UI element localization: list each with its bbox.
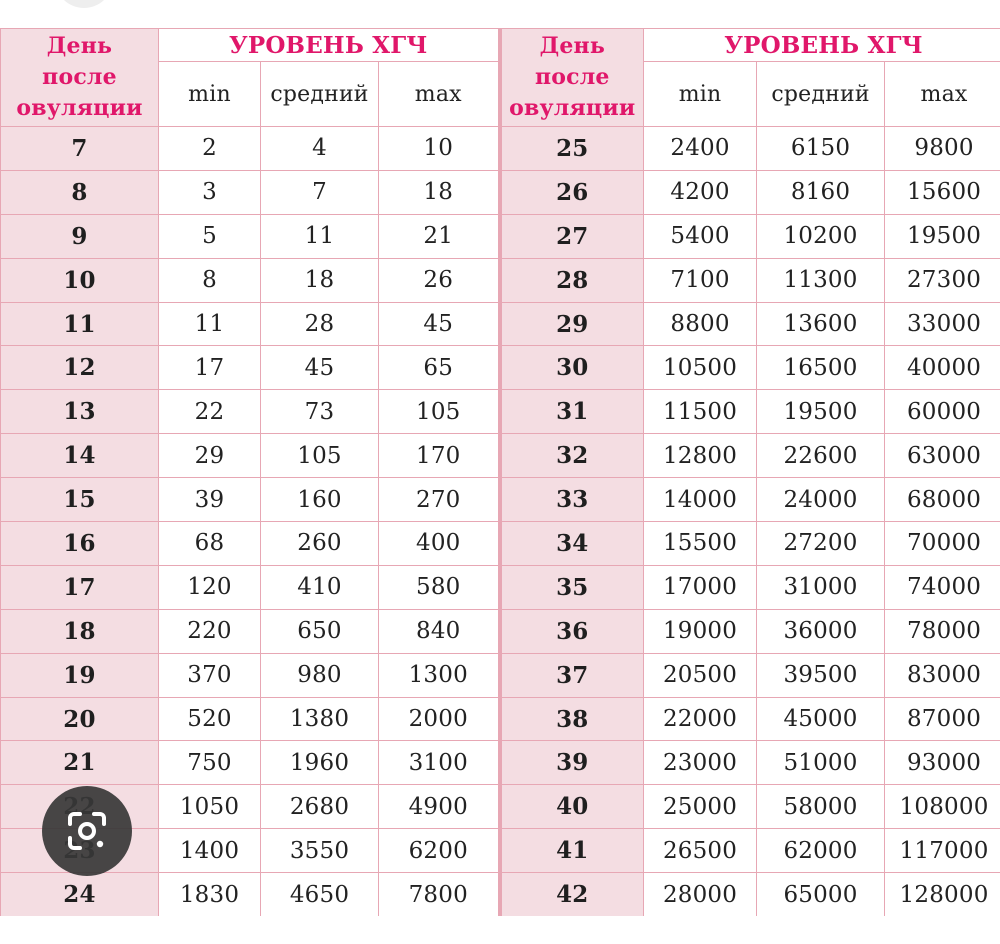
table-row [1,478,1000,522]
day-cell: 41 [500,829,644,873]
hcg-min-cell: 23000 [644,741,757,785]
hcg-mid-cell: 11300 [757,258,885,302]
hcg-max-cell: 83000 [885,653,1000,697]
hcg-min-cell: 17 [159,346,261,390]
hcg-min-cell: 1830 [159,873,261,916]
col-max-header-left: max [379,62,500,127]
day-cell: 27 [500,214,644,258]
hcg-mid-cell: 10200 [757,214,885,258]
hcg-mid-cell: 2680 [261,785,379,829]
hcg-min-cell: 750 [159,741,261,785]
hcg-min-cell: 25000 [644,785,757,829]
hcg-mid-cell: 31000 [757,565,885,609]
day-after-ovulation-header-left [1,29,159,127]
hcg-max-cell: 68000 [885,478,1000,522]
hcg-min-cell: 7100 [644,258,757,302]
hcg-mid-cell: 980 [261,653,379,697]
day-cell: 25 [500,127,644,171]
table-row [1,434,1000,478]
hcg-mid-cell: 62000 [757,829,885,873]
hcg-mid-cell: 1380 [261,697,379,741]
day-header-line-2: после [534,64,610,90]
hcg-min-cell: 10500 [644,346,757,390]
day-cell: 19 [1,653,159,697]
day-cell: 38 [500,697,644,741]
hcg-max-cell: 33000 [885,302,1000,346]
hcg-mid-cell: 7 [261,170,379,214]
hcg-min-cell: 1400 [159,829,261,873]
hcg-max-cell: 2000 [379,697,500,741]
table-row [1,170,1000,214]
table-row [1,829,1000,873]
hcg-max-cell: 170 [379,434,500,478]
hcg-mid-cell: 16500 [757,346,885,390]
hcg-level-header-left: УРОВЕНЬ ХГЧ [159,29,500,62]
hcg-max-cell: 9800 [885,127,1000,171]
hcg-mid-cell: 3550 [261,829,379,873]
hcg-min-cell: 5400 [644,214,757,258]
hcg-mid-cell: 105 [261,434,379,478]
hcg-max-cell: 27300 [885,258,1000,302]
day-cell: 31 [500,390,644,434]
hcg-max-cell: 4900 [379,785,500,829]
table-row [1,873,1000,916]
table-row [1,258,1000,302]
day-after-ovulation-header-right [500,29,644,127]
day-cell: 39 [500,741,644,785]
hcg-min-cell: 8800 [644,302,757,346]
hcg-mid-cell: 27200 [757,522,885,566]
hcg-mid-cell: 410 [261,565,379,609]
top-edge-artifact [55,0,113,8]
day-cell: 9 [1,214,159,258]
google-lens-icon [64,808,110,854]
hcg-mid-cell: 45 [261,346,379,390]
hcg-mid-cell: 73 [261,390,379,434]
day-cell: 42 [500,873,644,916]
hcg-level-header-right: УРОВЕНЬ ХГЧ [644,29,1000,62]
hcg-min-cell: 11 [159,302,261,346]
day-cell: 29 [500,302,644,346]
table-row [1,565,1000,609]
hcg-mid-cell: 51000 [757,741,885,785]
day-cell: 35 [500,565,644,609]
hcg-max-cell: 93000 [885,741,1000,785]
col-mid-header-right: средний [757,62,885,127]
hcg-min-cell: 520 [159,697,261,741]
hcg-max-cell: 78000 [885,609,1000,653]
hcg-max-cell: 7800 [379,873,500,916]
hcg-min-cell: 2400 [644,127,757,171]
day-cell: 17 [1,565,159,609]
hcg-max-cell: 40000 [885,346,1000,390]
hcg-min-cell: 12800 [644,434,757,478]
day-cell: 10 [1,258,159,302]
hcg-max-cell: 840 [379,609,500,653]
table-row [1,127,1000,171]
hcg-mid-cell: 13600 [757,302,885,346]
hcg-max-cell: 19500 [885,214,1000,258]
hcg-min-cell: 28000 [644,873,757,916]
hcg-max-cell: 108000 [885,785,1000,829]
hcg-min-cell: 2 [159,127,261,171]
day-cell: 28 [500,258,644,302]
day-cell: 16 [1,522,159,566]
day-header-line-1: День [539,33,605,59]
day-cell: 14 [1,434,159,478]
hcg-min-cell: 22000 [644,697,757,741]
col-max-header-right: max [885,62,1000,127]
day-cell: 34 [500,522,644,566]
day-cell: 37 [500,653,644,697]
hcg-max-cell: 580 [379,565,500,609]
day-cell: 36 [500,609,644,653]
hcg-max-cell: 45 [379,302,500,346]
hcg-mid-cell: 65000 [757,873,885,916]
hcg-mid-cell: 36000 [757,609,885,653]
day-header-line-3: овуляции [16,95,143,121]
hcg-max-cell: 270 [379,478,500,522]
hcg-mid-cell: 1960 [261,741,379,785]
hcg-mid-cell: 39500 [757,653,885,697]
hcg-mid-cell: 19500 [757,390,885,434]
hcg-mid-cell: 650 [261,609,379,653]
col-min-header-left: min [159,62,261,127]
hcg-mid-cell: 11 [261,214,379,258]
day-cell: 13 [1,390,159,434]
hcg-table-container [0,28,1000,916]
hcg-max-cell: 3100 [379,741,500,785]
hcg-max-cell: 63000 [885,434,1000,478]
table-row [1,653,1000,697]
hcg-min-cell: 68 [159,522,261,566]
hcg-max-cell: 105 [379,390,500,434]
day-header-line-2: после [42,64,117,90]
hcg-mid-cell: 18 [261,258,379,302]
hcg-min-cell: 22 [159,390,261,434]
hcg-mid-cell: 4 [261,127,379,171]
table-row [1,390,1000,434]
hcg-min-cell: 15500 [644,522,757,566]
table-row [1,741,1000,785]
hcg-mid-cell: 24000 [757,478,885,522]
hcg-max-cell: 10 [379,127,500,171]
hcg-min-cell: 220 [159,609,261,653]
hcg-min-cell: 370 [159,653,261,697]
col-min-header-right: min [644,62,757,127]
hcg-max-cell: 128000 [885,873,1000,916]
day-cell: 33 [500,478,644,522]
hcg-max-cell: 60000 [885,390,1000,434]
day-cell: 32 [500,434,644,478]
day-cell: 18 [1,609,159,653]
hcg-mid-cell: 160 [261,478,379,522]
hcg-max-cell: 6200 [379,829,500,873]
hcg-max-cell: 400 [379,522,500,566]
hcg-max-cell: 21 [379,214,500,258]
hcg-min-cell: 20500 [644,653,757,697]
hcg-levels-table [0,28,1000,916]
table-row [1,302,1000,346]
day-cell: 30 [500,346,644,390]
day-cell: 7 [1,127,159,171]
hcg-min-cell: 11500 [644,390,757,434]
hcg-max-cell: 1300 [379,653,500,697]
hcg-mid-cell: 4650 [261,873,379,916]
day-cell: 26 [500,170,644,214]
table-row [1,214,1000,258]
col-mid-header-left: средний [261,62,379,127]
hcg-min-cell: 29 [159,434,261,478]
hcg-min-cell: 5 [159,214,261,258]
hcg-min-cell: 19000 [644,609,757,653]
day-cell: 40 [500,785,644,829]
hcg-mid-cell: 58000 [757,785,885,829]
day-cell: 11 [1,302,159,346]
google-lens-button[interactable] [42,786,132,876]
hcg-mid-cell: 45000 [757,697,885,741]
day-header-line-3: овуляции [509,95,636,121]
hcg-max-cell: 74000 [885,565,1000,609]
hcg-max-cell: 65 [379,346,500,390]
day-cell: 24 [1,873,159,916]
hcg-table-body [1,127,1000,917]
day-cell: 8 [1,170,159,214]
table-row [1,522,1000,566]
table-row [1,785,1000,829]
hcg-mid-cell: 8160 [757,170,885,214]
hcg-min-cell: 1050 [159,785,261,829]
hcg-max-cell: 87000 [885,697,1000,741]
day-cell: 12 [1,346,159,390]
hcg-min-cell: 14000 [644,478,757,522]
hcg-min-cell: 120 [159,565,261,609]
hcg-mid-cell: 6150 [757,127,885,171]
hcg-min-cell: 17000 [644,565,757,609]
hcg-mid-cell: 22600 [757,434,885,478]
hcg-min-cell: 39 [159,478,261,522]
hcg-min-cell: 3 [159,170,261,214]
table-row [1,346,1000,390]
hcg-mid-cell: 260 [261,522,379,566]
hcg-mid-cell: 28 [261,302,379,346]
hcg-max-cell: 15600 [885,170,1000,214]
table-row [1,609,1000,653]
table-row [1,697,1000,741]
hcg-max-cell: 117000 [885,829,1000,873]
hcg-max-cell: 18 [379,170,500,214]
hcg-max-cell: 70000 [885,522,1000,566]
day-cell: 15 [1,478,159,522]
hcg-max-cell: 26 [379,258,500,302]
day-header-line-1: День [46,33,113,59]
day-cell: 20 [1,697,159,741]
day-cell: 21 [1,741,159,785]
hcg-min-cell: 26500 [644,829,757,873]
hcg-min-cell: 8 [159,258,261,302]
hcg-min-cell: 4200 [644,170,757,214]
